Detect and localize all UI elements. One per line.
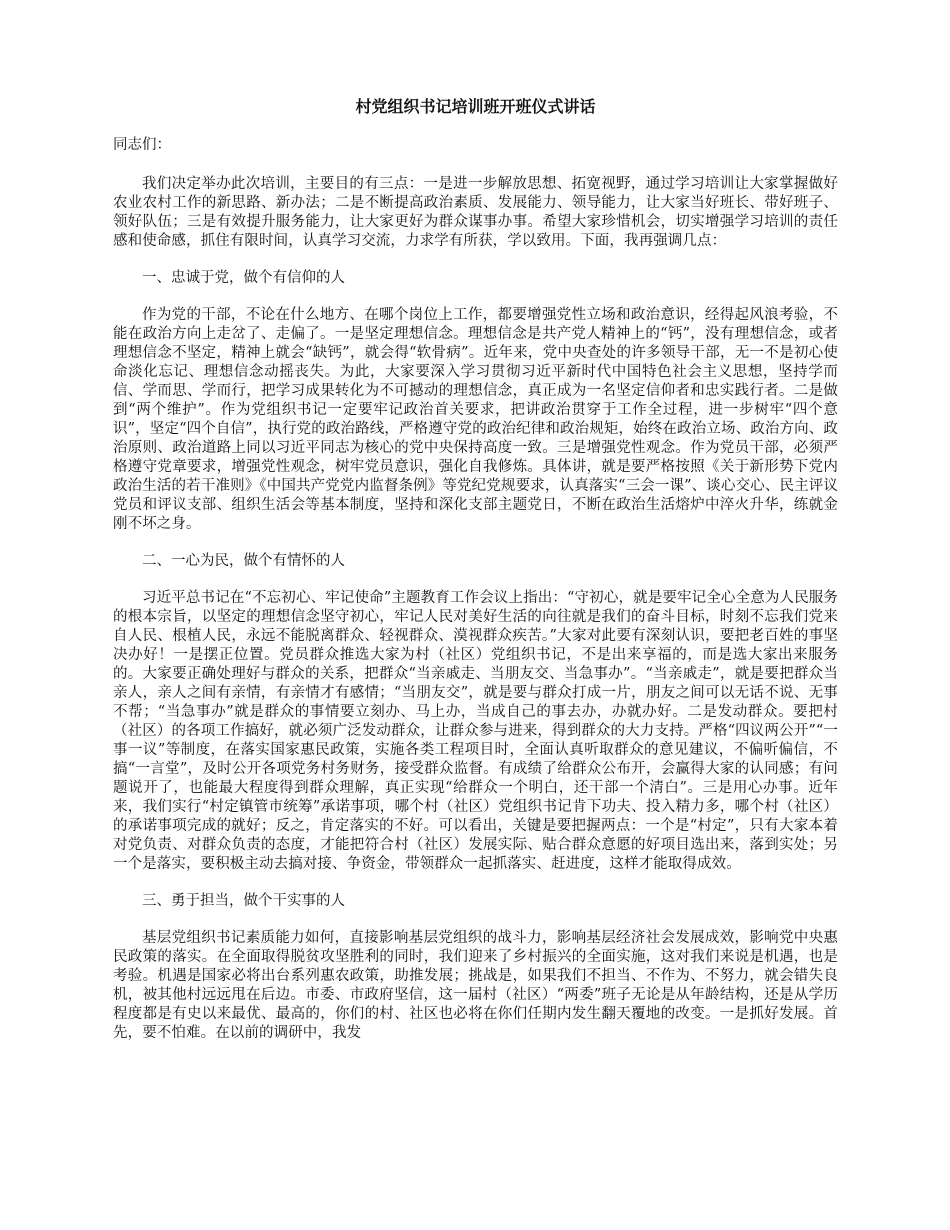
paragraph-section-2: 习近平总书记在“不忘初心、牢记使命”主题教育工作会议上指出：“守初心，就是要牢记全心全意为人民服务的根本宗旨，以坚定的理想信念坚守初心，牢记人民对美好生活的向往就是我们的奋斗目标，时刻不忘我们党来自人民、根植人民，永远不能脱离群众、轻视群众、漠视群众疾苦。”大家对此要有深刻认识，要把老百姓的事坚决办好！一是摆正位置。党员群众推选大家为村（社区）党组织书记，不是出来享福的，而是选大家出来服务的。大家要正确处理好与群众的关系，把群众“当亲戚走、当朋友交、当急事办”。“当亲戚走”，就是要把群众当亲人，亲人之间有亲情，有亲情才有感情；“当朋友交”，就是要与群众打成一片，朋友之间可以无话不说、无事不帮；“当急事办”就是群众的事情要立刻办、马上办，当成自己的事去办，办就办好。二是发动群众。要把村（社区）的各项工作搞好，就必须广泛发动群众，让群众参与进来，得到群众的大力支持。严格“四议两公开”“一事一议”等制度，在落实国家惠民政策，实施各类工程项目时，全面认真听取群众的意见建议，不偏听偏信，不搞“一言堂”，及时公开各项党务村务财务，接受群众监督。有成绩了给群众公布开，会赢得大家的认同感；有问题说开了，也能最大程度得到群众理解，真正实现“给群众一个明白，还干部一个清白”。三是用心办事。近年来，我们实行“村定镇管市统筹”承诺事项，哪个村（社区）党组织书记肯下功夫、投入精力多，哪个村（社区）的承诺事项完成的就好；反之，肯定落实的不好。可以看出，关键是要把握两点：一个是“村定”，只有大家本着对党负责、对群众负责的态度，才能把符合村（社区）发展实际、贴合群众意愿的好项目选出来，落到实处；另一个是落实，要积极主动去搞对接、争资金，带领群众一起抓落实、赶进度，这样才能取得成效。	[113, 590, 838, 872]
section-heading-1: 一、忠诚于党，做个有信仰的人	[142, 270, 345, 286]
section-heading-3: 三、勇于担当，做个干实事的人	[142, 893, 345, 909]
paragraph-intro: 我们决定举办此次培训，主要目的有三点：一是进一步解放思想、拓宽视野，通过学习培训让大家掌握做好农业农村工作的新思路、新办法；二是不断提高政治素质、发展能力、领导能力，让大家当好班长、带好班子、领好队伍；三是有效提升服务能力，让大家更好为群众谋事办事。希望大家珍惜机会，切实增强学习培训的责任感和使命感，抓住有限时间，认真学习交流，力求学有所获，学以致用。下面，我再强调几点：	[113, 176, 838, 249]
document-title: 村党组织书记培训班开班仪式讲话	[355, 97, 596, 116]
document-page	[113, 96, 838, 1061]
greeting: 同志们：	[113, 137, 171, 153]
section-heading-2: 二、一心为民，做个有情怀的人	[142, 553, 345, 569]
paragraph-section-3: 基层党组织书记素质能力如何，直接影响基层党组织的战斗力，影响基层经济社会发展成效，影响党中央惠民政策的落实。在全面取得脱贫攻坚胜利的同时，我们迎来了乡村振兴的全面实施，这对我们来说是机遇，也是考验。机遇是国家必将出台系列惠农政策，助推发展；挑战是，如果我们不担当、不作为、不努力，就会错失良机，被其他村远远甩在后边。市委、市政府坚信，这一届村（社区）“两委”班子无论是从年龄结构，还是从学历程度都是有史以来最优、最高的，你们的村、社区也必将在你们任期内发生翻天覆地的改变。一是抓好发展。首先，要不怕难。在以前的调研中，我发	[113, 930, 838, 1041]
paragraph-section-1: 作为党的干部，不论在什么地方、在哪个岗位上工作，都要增强党性立场和政治意识，经得起风浪考验，不能在政治方向上走岔了、走偏了。一是坚定理想信念。理想信念是共产党人精神上的“钙”，没有理想信念，或者理想信念不坚定，精神上就会“缺钙”，就会得“软骨病”。近年来，党中央查处的许多领导干部，无一不是初心使命淡化忘记、理想信念动摇丧失。为此，大家要深入学习贯彻习近平新时代中国特色社会主义思想，坚持学而信、学而思、学而行，把学习成果转化为不可撼动的理想信念，真正成为一名坚定信仰者和忠实践行者。二是做到“两个维护”。作为党组织书记一定要牢记政治首关要求，把讲政治贯穿于工作全过程，进一步树牢“四个意识”，坚定“四个自信”，执行党的政治路线，严格遵守党的政治纪律和政治规矩，始终在政治立场、政治方向、政治原则、政治道路上同以习近平同志为核心的党中央保持高度一致。三是增强党性观念。作为党员干部，必须严格遵守党章要求，增强党性观念，树牢党员意识，强化自我修炼。具体讲，就是要严格按照《关于新形势下党内政治生活的若干准则》《中国共产党党内监督条例》等党纪党规要求，认真落实“三会一课”、谈心交心、民主评议党员和评议支部、组织生活会等基本制度，坚持和深化支部主题党日，不断在政治生活熔炉中淬火升华，练就金刚不坏之身。	[113, 307, 838, 532]
